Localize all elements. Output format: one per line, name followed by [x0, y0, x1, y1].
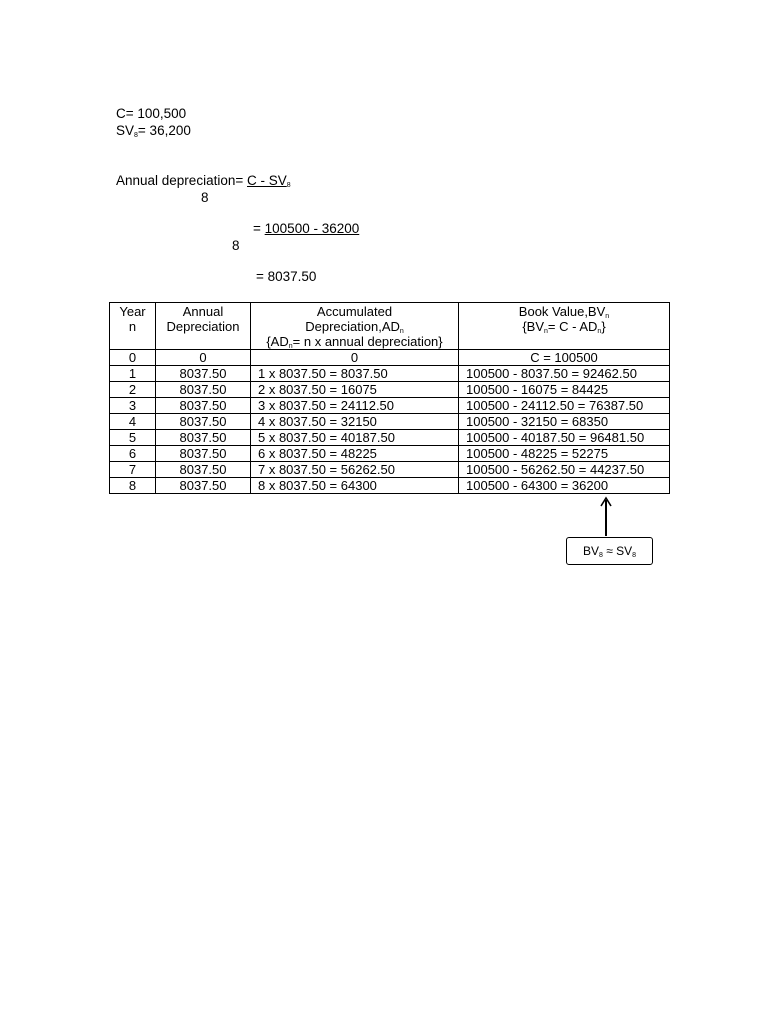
cell-book-value: 100500 - 16075 = 84425 — [459, 382, 670, 398]
cell-accumulated: 6 x 8037.50 = 48225 — [251, 446, 459, 462]
cell-accumulated: 4 x 8037.50 = 32150 — [251, 414, 459, 430]
cell-year: 1 — [110, 366, 156, 382]
cell-book-value: 100500 - 48225 = 52275 — [459, 446, 670, 462]
depreciation-table — [109, 302, 670, 494]
cell-annual: 8037.50 — [156, 478, 251, 494]
table-row — [110, 398, 670, 414]
cell-annual: 8037.50 — [156, 366, 251, 382]
step2-denominator: 8 — [232, 238, 240, 253]
table-row — [110, 366, 670, 382]
given-cost: C= 100,500 — [116, 106, 187, 121]
cell-year: 6 — [110, 446, 156, 462]
cell-year: 4 — [110, 414, 156, 430]
cell-annual: 8037.50 — [156, 382, 251, 398]
table-row — [110, 446, 670, 462]
cell-year: 5 — [110, 430, 156, 446]
cell-book-value: 100500 - 64300 = 36200 — [459, 478, 670, 494]
cell-annual: 8037.50 — [156, 430, 251, 446]
table-row — [110, 382, 670, 398]
header-annual-depreciation: Annual Depreciation — [156, 303, 251, 350]
formula-result: = 8037.50 — [256, 269, 317, 284]
formula-line: Annual depreciation= C - $SV_8$ — [116, 173, 291, 189]
cell-accumulated: 5 x 8037.50 = 40187.50 — [251, 430, 459, 446]
table-row — [110, 350, 670, 366]
cell-annual: 8037.50 — [156, 414, 251, 430]
cell-accumulated: 3 x 8037.50 = 24112.50 — [251, 398, 459, 414]
cell-year: 8 — [110, 478, 156, 494]
cell-book-value: 100500 - 8037.50 = 92462.50 — [459, 366, 670, 382]
table-row — [110, 478, 670, 494]
cell-annual: 8037.50 — [156, 398, 251, 414]
bv-approx-sv-callout: $BV_8 \approx SV_8$ — [566, 537, 653, 565]
cell-year: 0 — [110, 350, 156, 366]
cell-book-value: 100500 - 32150 = 68350 — [459, 414, 670, 430]
step2-line: = 100500 - 36200 — [253, 221, 360, 236]
cell-annual: 8037.50 — [156, 446, 251, 462]
formula-denominator: 8 — [201, 190, 209, 205]
cell-accumulated: 1 x 8037.50 = 8037.50 — [251, 366, 459, 382]
table-row — [110, 414, 670, 430]
cell-book-value: 100500 - 56262.50 = 44237.50 — [459, 462, 670, 478]
cell-accumulated: 2 x 8037.50 = 16075 — [251, 382, 459, 398]
table-row — [110, 430, 670, 446]
header-year: Year n — [110, 303, 156, 350]
cell-accumulated: 8 x 8037.50 = 64300 — [251, 478, 459, 494]
cell-book-value: C = 100500 — [459, 350, 670, 366]
formula-numerator: C - $SV_8$ — [247, 173, 291, 189]
header-book-value: Book $Value,BV_n$ $\{BV_n= C - AD_n\}$ — [459, 303, 670, 350]
cell-accumulated: 0 — [251, 350, 459, 366]
table-header-row — [110, 303, 670, 350]
cell-book-value: 100500 - 24112.50 = 76387.50 — [459, 398, 670, 414]
cell-annual: 0 — [156, 350, 251, 366]
cell-year: 7 — [110, 462, 156, 478]
cell-book-value: 100500 - 40187.50 = 96481.50 — [459, 430, 670, 446]
cell-accumulated: 7 x 8037.50 = 56262.50 — [251, 462, 459, 478]
given-salvage: $SV_8= 36,200$ — [116, 123, 191, 139]
cell-year: 2 — [110, 382, 156, 398]
table-row — [110, 462, 670, 478]
up-arrow-icon — [598, 496, 614, 538]
cell-annual: 8037.50 — [156, 462, 251, 478]
header-accumulated-depreciation: Accumulated $Depreciation,AD_n$ {$AD_n= n$ x annual depreciation} — [251, 303, 459, 350]
cell-year: 3 — [110, 398, 156, 414]
